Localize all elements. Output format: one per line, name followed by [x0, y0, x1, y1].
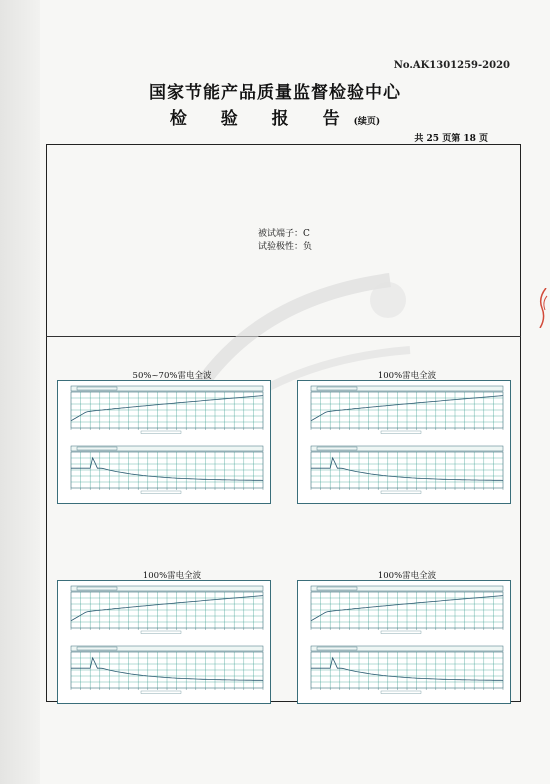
waveform-caption-4: 100%雷电全波: [377, 571, 437, 581]
test-polarity: 试验极性：负: [258, 242, 313, 252]
oscillogram-panel-2: [297, 380, 511, 504]
organization-title: 国家节能产品质量监督检验中心: [149, 83, 401, 103]
current-trace-header: [311, 446, 503, 451]
waveform-caption-3: 100%雷电全波: [142, 571, 202, 581]
test-info: [258, 228, 312, 254]
voltage-trace-header: [311, 586, 503, 591]
current-trace-header: [311, 646, 503, 651]
page-counter: 共 25 页第 18 页: [414, 134, 488, 144]
oscillogram-panel-3: [57, 580, 271, 704]
oscillogram-svg-3: [57, 580, 271, 704]
report-title-text: 检 验 报 告: [169, 109, 354, 129]
document-number: No.AK1301259-2020: [393, 60, 510, 71]
current-trace-header: [71, 446, 263, 451]
oscillogram-panel-4: [297, 580, 511, 704]
waveform-caption-2: 100%雷电全波: [377, 371, 437, 381]
report-title: [0, 104, 550, 129]
red-stamp-edge: [536, 288, 548, 328]
oscillogram-svg-1: [57, 380, 271, 504]
test-terminal: 被试端子：C: [258, 229, 310, 239]
voltage-trace-header: [71, 386, 263, 391]
oscillogram-svg-2: [297, 380, 511, 504]
voltage-trace-header: [71, 586, 263, 591]
voltage-trace-header: [311, 386, 503, 391]
oscillogram-panel-1: [57, 380, 271, 504]
current-trace-header: [71, 646, 263, 651]
waveform-caption-1: 50%~70%雷电全波: [132, 371, 212, 381]
oscillogram-svg-4: [297, 580, 511, 704]
continued-label: (续页): [353, 117, 381, 127]
